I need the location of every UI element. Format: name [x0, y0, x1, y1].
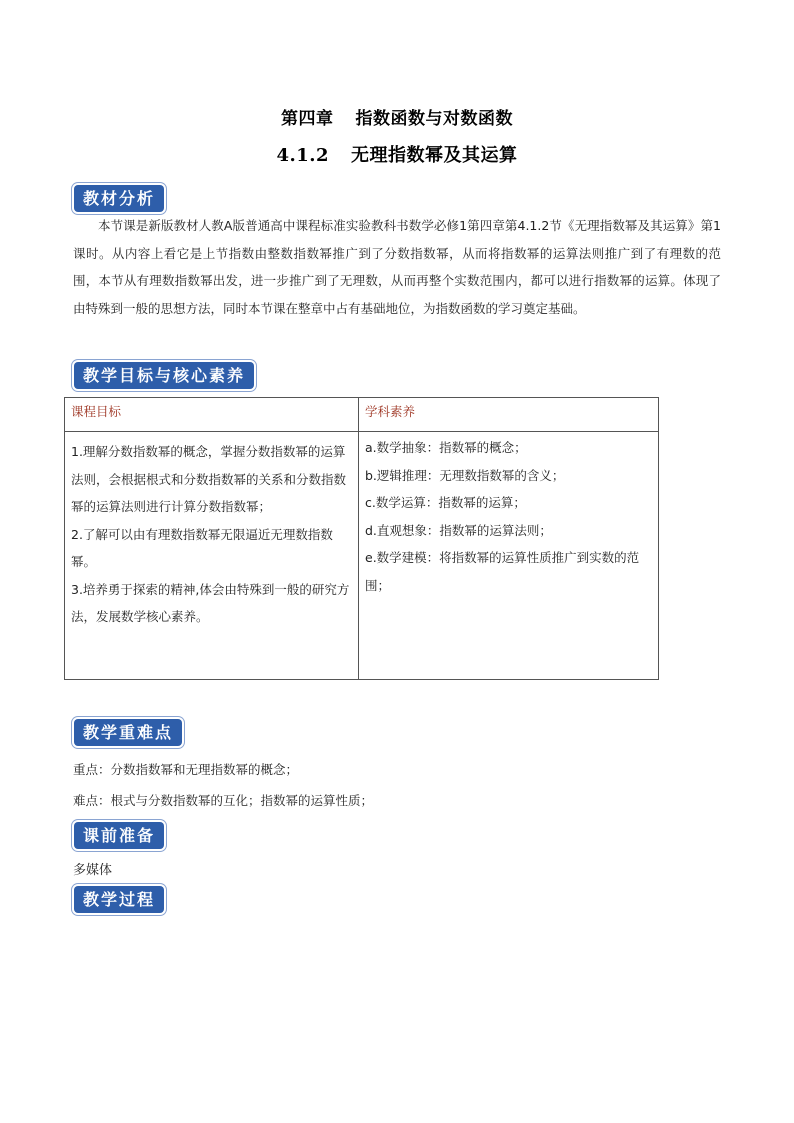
emphasis-text: 重点：分数指数幂和无理指数幂的概念；	[73, 762, 299, 777]
chapter-title	[0, 104, 794, 129]
section-title	[0, 141, 794, 167]
literacy-item: b.逻辑推理：无理数指数幂的含义；	[365, 467, 565, 483]
course-goals-header: 课程目标	[65, 398, 359, 432]
course-goals-cell	[65, 432, 359, 680]
literacy-item: d.直观想象：指数幂的运算法则；	[365, 522, 552, 538]
course-goal-item: 2.了解可以由有理数指数幂无限逼近无理数指数幂。	[71, 526, 333, 569]
section-name: 无理指数幂及其运算	[351, 145, 518, 166]
literacy-item: a.数学抽象：指数幂的概念；	[365, 440, 527, 455]
process-heading: 教学过程	[74, 886, 164, 913]
course-goal-item: 1.理解分数指数幂的概念，掌握分数指数幂的运算法则，会根据根式和分数指数幂的关系和分数指数幂的运算法则进行计算分数指数幂；	[71, 444, 347, 514]
preparation-heading: 课前准备	[74, 822, 164, 849]
preparation-text: 多媒体	[73, 863, 113, 878]
analysis-paragraph: 本节课是新版教材人教A版普通高中课程标准实验教科书数学必修1第四章第4.1.2节《无理指数幂及其运算》第1课时。从内容上看它是上节指数由整数指数幂推广到了分数指数幂，从而将指数幂的运算法则推广到了有理数的范围，本节从有理数指数幂出发，进一步推广到了无理数，从而再整个实数范围内，都可以进行指数幂的运算。体现了由特殊到一般的思想方法，同时本节课在整章中占有基础地位，为指数函数的学习奠定基础。	[73, 218, 721, 316]
key-points-heading: 教学重难点	[74, 719, 182, 746]
goals-table-body-row	[65, 432, 659, 680]
subject-literacy-header: 学科素养	[359, 398, 659, 432]
literacy-item: e.数学建模：将指数幂的运算性质推广到实数的范围；	[365, 550, 640, 593]
difficulty-text: 难点：根式与分数指数幂的互化；指数幂的运算性质；	[73, 793, 374, 808]
goals-heading: 教学目标与核心素养	[74, 362, 254, 389]
subject-literacy-cell	[359, 432, 659, 680]
literacy-item: c.数学运算：指数幂的运算；	[365, 495, 526, 510]
goals-table-header-row	[65, 398, 659, 432]
chapter-name: 指数函数与对数函数	[355, 109, 513, 129]
analysis-heading: 教材分析	[74, 185, 164, 212]
goals-table	[64, 397, 659, 680]
chapter-number: 第四章	[281, 109, 334, 129]
section-number: 4.1.2	[276, 145, 330, 166]
course-goal-item: 3.培养勇于探索的精神,体会由特殊到一般的研究方法，发展数学核心素养。	[71, 581, 350, 624]
